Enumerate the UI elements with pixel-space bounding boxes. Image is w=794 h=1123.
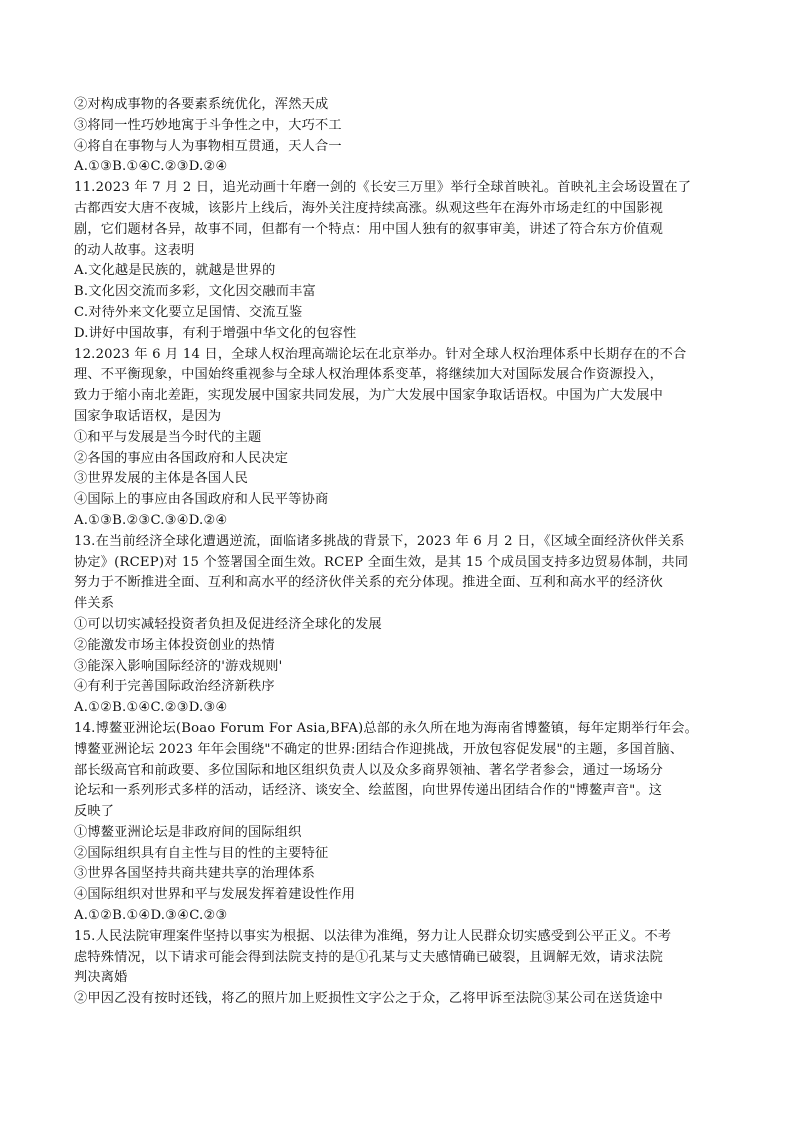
option: ①博鳌亚洲论坛是非政府间的国际组织 [74, 824, 302, 840]
question-stem-line: 判决离婚 [74, 970, 128, 986]
question-stem-line: 论坛和一系列形式多样的活动，话经济、谈安全、绘蓝图，向世界传递出团结合作的"博鳌声音"。这 [74, 783, 663, 799]
option: ②对构成事物的各要素系统优化，浑然天成 [74, 97, 329, 112]
question-10-tail [74, 95, 724, 178]
option: ④有利于完善国际政治经济新秩序 [74, 679, 275, 695]
option: ①可以切实减轻投资者负担及促进经济全球化的发展 [74, 616, 382, 632]
question-stem-line: 理、不平衡现象，中国始终重视参与全球人权治理体系变革，将继续加大对国际发展合作资源投入， [74, 367, 664, 383]
question-stem-line: 致力于缩小南北差距，实现发展中国家共同发展，为广大发展中国家争取话语权。中国为广大发展中 [74, 388, 664, 404]
question-15 [74, 927, 724, 1010]
question-stem-line: 努力于不断推进全面、互利和高水平的经济伙伴关系的充分体现。推进全面、互利和高水平的经济伙 [74, 575, 664, 591]
option: B.文化因交流而多彩，文化因交融而丰富 [74, 284, 316, 300]
exam-page [74, 95, 724, 1010]
question-stem-line: 15.人民法院审理案件坚持以事实为根据、以法律为准绳，努力让人民群众切实感受到公平正义。不考 [74, 928, 672, 944]
question-stem-line: 的动人故事。这表明 [74, 242, 195, 258]
option: ①和平与发展是当今时代的主题 [74, 429, 262, 445]
option: ②国际组织具有自主性与目的性的主要特征 [74, 845, 329, 861]
question-stem-line: 古都西安大唐不夜城，该影片上线后，海外关注度持续高涨。纵观这些年在海外市场走红的中国影视 [74, 200, 664, 216]
option: ④将自在事物与人为事物相互贯通，天人合一 [74, 138, 342, 154]
question-stem-line: 博鳌亚洲论坛 2023 年年会围绕"不确定的世界:团结合作迎挑战，开放包容促发展"的主题，多国首脑、 [74, 741, 684, 757]
option: A.文化越是民族的，就越是世界的 [74, 263, 276, 279]
option: C.对待外来文化要立足国情、交流互鉴 [74, 304, 303, 320]
answer-choices: A.①②B.①④C.②③D.③④ [74, 700, 228, 716]
option: ③将同一性巧妙地寓于斗争性之中，大巧不工 [74, 117, 342, 133]
question-stem-line: 12.2023 年 6 月 14 日，全球人权治理高端论坛在北京举办。针对全球人权治理体系中长期存在的不合 [74, 346, 687, 362]
question-stem-line: 11.2023 年 7 月 2 日，追光动画十年磨一剑的《长安三万里》举行全球首映礼。首映礼主会场设置在了 [74, 180, 692, 196]
question-12 [74, 345, 724, 532]
option: ③世界发展的主体是各国人民 [74, 471, 249, 487]
question-stem-line: 伴关系 [74, 596, 115, 612]
answer-choices: A.①③B.②③C.③④D.②④ [74, 512, 228, 528]
question-stem-line: 14.博鳌亚洲论坛(Boao Forum For Asia,BFA)总部的永久所在地为海南省博鳌镇，每年定期举行年会。 [74, 720, 699, 736]
question-stem-line: 反映了 [74, 804, 115, 820]
option: ②能激发市场主体投资创业的热情 [74, 637, 275, 653]
option: ④国际上的事应由各国政府和人民平等协商 [74, 492, 329, 508]
option: ③世界各国坚持共商共建共享的治理体系 [74, 866, 315, 882]
question-stem-line: ②甲因乙没有按时还钱，将乙的照片加上贬损性文字公之于众，乙将甲诉至法院③某公司在送货途中 [74, 991, 664, 1007]
option: ④国际组织对世界和平与发展发挥着建设性作用 [74, 887, 356, 903]
question-13 [74, 532, 724, 719]
option: ②各国的事应由各国政府和人民决定 [74, 450, 289, 466]
question-14 [74, 719, 724, 927]
option: ③能深入影响国际经济的'游戏规则' [74, 658, 283, 674]
question-stem-line: 剧，它们题材各异，故事不同，但都有一个特点：用中国人独有的叙事审美，讲述了符合东方价值观 [74, 221, 664, 237]
answer-choices: A.①②B.①④D.③④C.②③ [74, 908, 228, 924]
option: D.讲好中国故事，有利于增强中华文化的包容性 [74, 325, 357, 341]
question-stem-line: 协定》(RCEP)对 15 个签署国全面生效。RCEP 全面生效，是其 15 个成员国支持多边贸易体制，共同 [74, 554, 689, 570]
answer-choices: A.①③B.①④C.②③D.②④ [74, 159, 228, 175]
question-stem-line: 13.在当前经济全球化遭遇逆流，面临诸多挑战的背景下，2023 年 6 月 2 日，《区域全面经济伙伴关系 [74, 533, 685, 549]
question-stem-line: 虑特殊情况，以下请求可能会得到法院支持的是①孔某与丈夫感情确已破裂，且调解无效，请求法院 [74, 949, 664, 965]
question-stem-line: 部长级高官和前政要、多位国际和地区组织负责人以及众多商界领袖、著名学者参会，通过一场场分 [74, 762, 664, 778]
question-stem-line: 国家争取话语权，是因为 [74, 408, 222, 424]
question-11 [74, 178, 724, 344]
